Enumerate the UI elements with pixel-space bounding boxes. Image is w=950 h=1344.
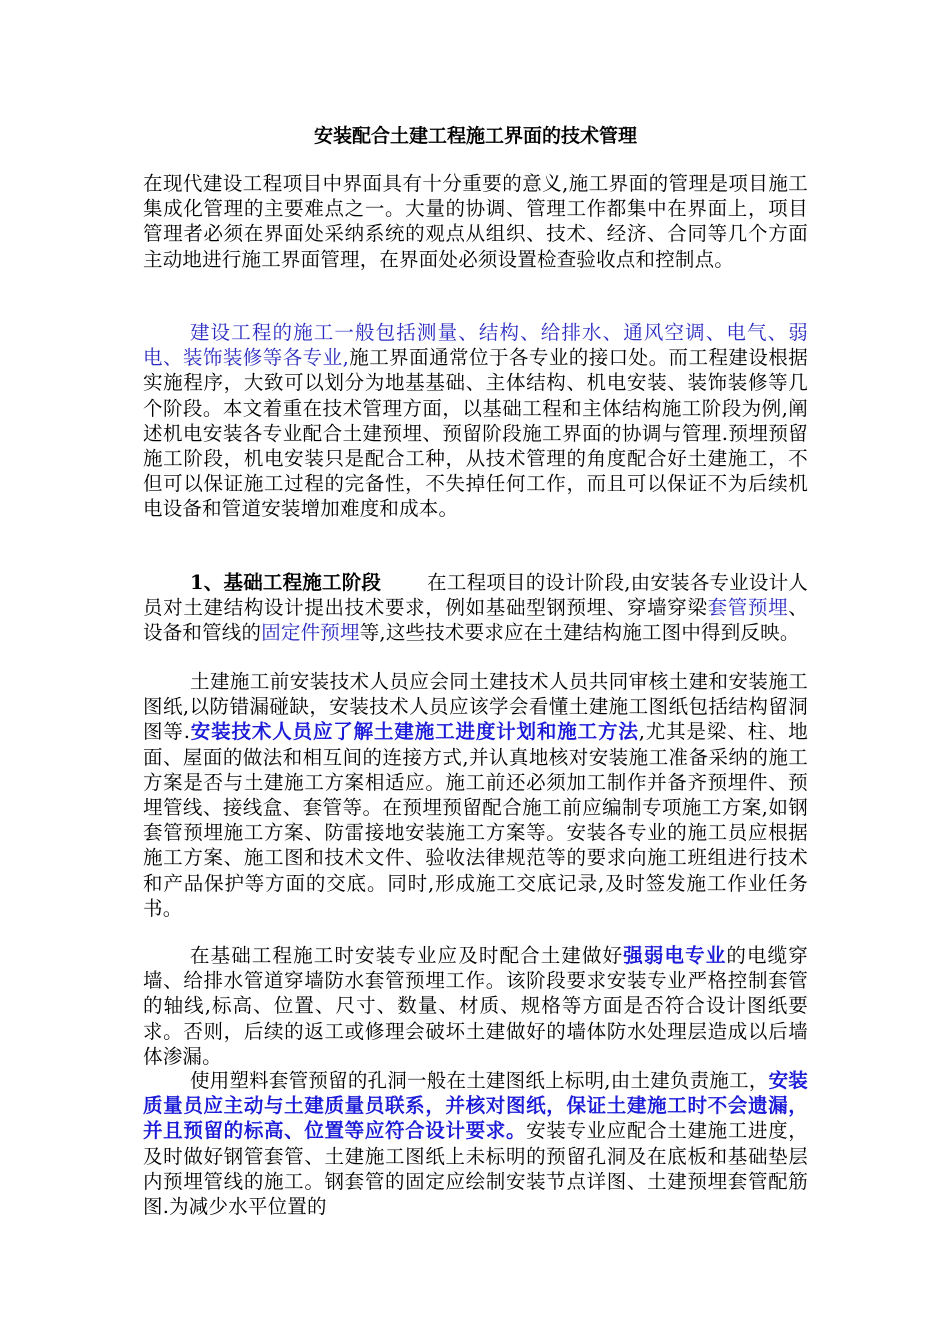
paragraph-scope xyxy=(143,320,808,522)
paragraph-intro-text: 在现代建设工程项目中界面具有十分重要的意义,施工界面的管理是项目施工集成化管理的主要难点之一。大量的协调、管理工作都集中在界面上，项目管理者必须在界面处采纳系统的观点从组织、技术、经济、合同等几个方面主动地进行施工界面管理，在界面处必须设置检查验收点和控制点。 xyxy=(143,172,808,271)
paragraph-sleeve-work-text-a: 在基础工程施工时安装专业应及时配合土建做好 xyxy=(190,944,624,967)
emphasis-quality-coordination: 安装质量员应主动与土建质量员联系，并核对图纸，保证土建施工时不会遗漏，并且预留的标高、位置等应符合设计要求。 xyxy=(143,1069,808,1143)
paragraph-intro xyxy=(143,171,808,272)
emphasis-schedule-method: 安装技术人员应了解土建施工进度计划和施工方法 xyxy=(190,720,639,744)
paragraph-pre-construction xyxy=(143,669,808,921)
paragraph-plastic-sleeve-text-a: 使用塑料套管预留的孔洞一般在土建图纸上标明,由土建负责施工， xyxy=(190,1069,769,1092)
paragraph-foundation-text-c: 等,这些技术要求应在土建结构施工图中得到反映。 xyxy=(359,621,800,645)
paragraph-plastic-sleeve xyxy=(143,1068,808,1219)
sleeve-embedding-link[interactable]: 套管预埋 xyxy=(707,596,789,620)
paragraph-foundation-text-b: 、设备和管线的 xyxy=(143,596,808,645)
paragraph-foundation-stage xyxy=(143,570,808,646)
paragraph-pre-construction-text-a: 土建施工前安装技术人员应会同土建技术人员共同审核土建和安装施工图纸,以防错漏碰缺，安装技术人员应该学会看懂土建施工图纸包括结构留洞图等. xyxy=(143,670,808,744)
paragraph-sleeve-work xyxy=(143,943,808,1069)
emphasis-electrical: 强弱电专业 xyxy=(623,944,727,967)
paragraph-scope-text: 施工界面通常位于各专业的接口处。而工程建设根据实施程序，大致可以划分为地基基础、主体结构、机电安装、装饰装修等几个阶段。本文着重在技术管理方面，以基础工程和主体结构施工阶段为例,阐述机电安装各专业配合土建预埋、预留阶段施工界面的协调与管理.预埋预留施工阶段，机电安装只是配合工种，从技术管理的角度配合好土建施工，不但可以保证施工过程的完备性，不失掉任何工作，而且可以保证不为后续机电设备和管道安装增加难度和成本。 xyxy=(143,346,808,521)
document-title: 安装配合土建工程施工界面的技术管理 xyxy=(313,125,637,147)
paragraph-sleeve-work-text-b: 的电缆穿墙、给排水管道穿墙防水套管预埋工作。该阶段要求安装专业严格控制套管的轴线,标高、位置、尺寸、数量、材质、规格等方面是否符合设计图纸要求。否则，后续的返工或修理会破坏土建做好的墙体防水处理层造成以后墙体渗漏。 xyxy=(143,944,808,1068)
fixture-embedding-link[interactable]: 固定件预埋 xyxy=(261,621,360,645)
paragraph-pre-construction-text-b: ,尤其是梁、柱、地面、屋面的做法和相互间的连接方式,并认真地核对安装施工准备采纳的施工方案是否与土建施工方案相适应。施工前还必须加工制作并备齐预埋件、预埋管线、接线盒、套管等。在预埋预留配合施工前应编制专项施工方案,如钢套管预埋施工方案、防雷接地安装施工方案等。安装各专业的施工员应根据施工方案、施工图和技术文件、验收法律规范等的要求向施工班组进行技术和产品保护等方面的交底。同时,形成施工交底记录,及时签发施工作业任务书。 xyxy=(143,720,808,920)
section-heading-foundation: 1、基础工程施工阶段 xyxy=(190,571,382,594)
paragraph-plastic-sleeve-text-b: 安装专业应配合土建施工进度，及时做好钢管套管、土建施工图纸上未标明的预留孔洞及在底板和基础垫层内预埋管线的施工。钢套管的固定应绘制安装节点详图、土建预埋套管配筋图.为减少水平位置的 xyxy=(143,1119,808,1219)
paragraph-foundation-text-a: 在工程项目的设计阶段,由安装各专业设计人员对土建结构设计提出技术要求，例如基础型钢预埋、穿墙穿梁 xyxy=(143,571,809,620)
specialties-link[interactable]: 建设工程的施工一般包括测量、结构、给排水、通风空调、电气、弱电、装饰装修等各专业, xyxy=(143,321,808,370)
